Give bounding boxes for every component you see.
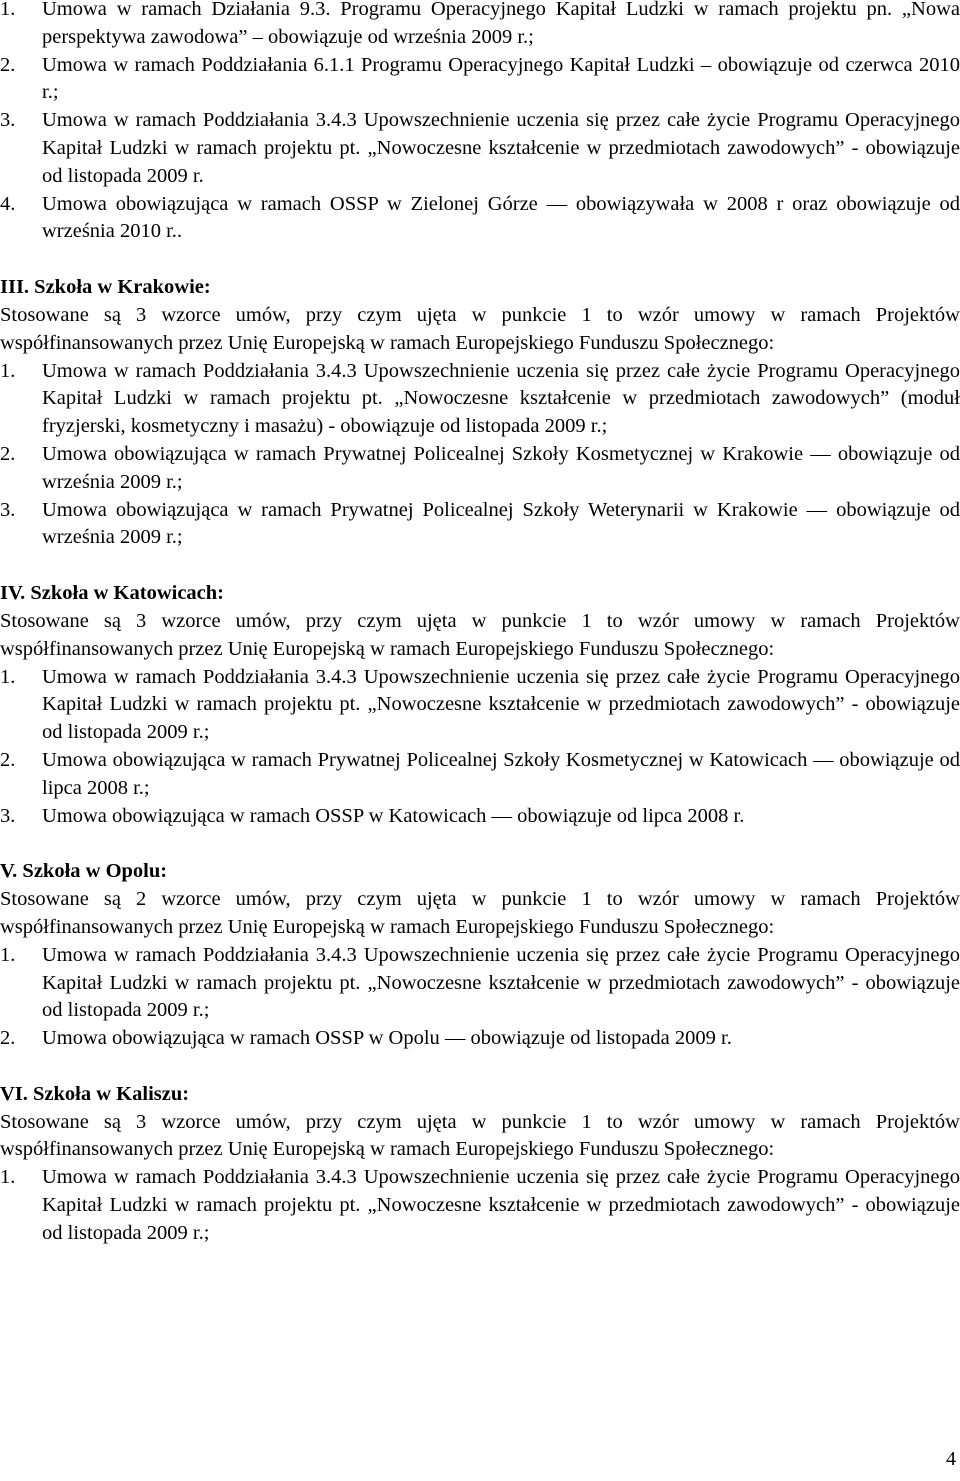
item-text: Umowa w ramach Poddziałania 3.4.3 Upowszechnienie uczenia się przez całe życie Programu Operacyjnego Kapitał Ludzki w ramach projektu pt. „Nowoczesne kształcenie w przedmiotach zawodowych” - obowiązuje od listopada 2009 r.; — [42, 1166, 960, 1244]
list-item — [0, 191, 960, 247]
list-item — [0, 664, 960, 747]
item-number: 1. — [0, 665, 16, 688]
list-item — [0, 1025, 960, 1053]
item-number: 2. — [0, 1027, 16, 1050]
item-number: 3. — [0, 109, 16, 132]
list-item — [0, 441, 960, 497]
item-number: 4. — [0, 192, 16, 215]
list-item — [0, 747, 960, 803]
list-item — [0, 0, 960, 52]
section-list — [0, 942, 960, 1053]
item-text: Umowa obowiązująca w ramach Prywatnej Policealnej Szkoły Kosmetycznej w Katowicach — obowiązuje od lipca 2008 r.; — [42, 748, 960, 799]
item-number: 1. — [0, 359, 16, 382]
section-intro: Stosowane są 3 wzorce umów, przy czym ujęta w punkcie 1 to wzór umowy w ramach Projektów współfinansowanych przez Unię Europejską w ramach Europejskiego Funduszu Społecznego: — [0, 1110, 960, 1161]
item-text: Umowa obowiązująca w ramach OSSP w Opolu — obowiązuje od listopada 2009 r. — [42, 1027, 732, 1050]
item-text: Umowa obowiązująca w ramach OSSP w Zielonej Górze — obowiązywała w 2008 r oraz obowiązuje od września 2010 r.. — [42, 192, 960, 243]
item-number: 2. — [0, 53, 16, 76]
section-title: IV. Szkoła w Katowicach: — [0, 582, 224, 605]
item-text: Umowa obowiązująca w ramach OSSP w Katowicach — obowiązuje od lipca 2008 r. — [42, 804, 745, 827]
list-item — [0, 358, 960, 441]
item-number: 1. — [0, 0, 16, 20]
item-text: Umowa w ramach Poddziałania 3.4.3 Upowszechnienie uczenia się przez całe życie Programu Operacyjnego Kapitał Ludzki w ramach projektu pt. „Nowoczesne kształcenie w przedmiotach zawodowych” - obowiązuje od listopada 2009 r.; — [42, 943, 960, 1022]
list-item — [0, 803, 960, 831]
section-list — [0, 664, 960, 831]
list-item — [0, 497, 960, 553]
item-number: 2. — [0, 442, 16, 465]
item-text: Umowa w ramach Działania 9.3. Programu Operacyjnego Kapitał Ludzki w ramach projektu pn. „Nowa perspektywa zawodowa” – obowiązuje od września 2009 r.; — [42, 0, 960, 48]
section-list — [0, 1164, 960, 1247]
item-text: Umowa obowiązująca w ramach Prywatnej Policealnej Szkoły Weterynarii w Krakowie — obowiązuje od września 2009 r.; — [42, 498, 960, 549]
page-number: 4 — [946, 1448, 956, 1470]
item-text: Umowa w ramach Poddziałania 6.1.1 Programu Operacyjnego Kapitał Ludzki – obowiązuje od czerwca 2010 r.; — [42, 53, 960, 104]
item-number: 1. — [0, 1166, 16, 1189]
section-intro: Stosowane są 3 wzorce umów, przy czym ujęta w punkcie 1 to wzór umowy w ramach Projektów współfinansowanych przez Unię Europejską w ramach Europejskiego Funduszu Społecznego: — [0, 609, 960, 660]
section-opole — [0, 858, 960, 1053]
section-intro: Stosowane są 2 wzorce umów, przy czym ujęta w punkcie 1 to wzór umowy w ramach Projektów współfinansowanych przez Unię Europejską w ramach Europejskiego Funduszu Społecznego: — [0, 888, 960, 938]
list-item — [0, 1164, 960, 1247]
item-number: 3. — [0, 498, 16, 521]
list-item — [0, 107, 960, 190]
item-text: Umowa w ramach Poddziałania 3.4.3 Upowszechnienie uczenia się przez całe życie Programu Operacyjnego Kapitał Ludzki w ramach projektu pt. „Nowoczesne kształcenie w przedmiotach zawodowych” (moduł fryzjerski, kosmetyczny i masażu) - obowiązuje od listopada 2009 r.; — [42, 359, 960, 438]
list-item — [0, 942, 960, 1025]
section-krakow — [0, 274, 960, 552]
item-number: 1. — [0, 943, 16, 966]
item-number: 3. — [0, 804, 16, 827]
item-text: Umowa w ramach Poddziałania 3.4.3 Upowszechnienie uczenia się przez całe życie Programu Operacyjnego Kapitał Ludzki w ramach projektu pt. „Nowoczesne kształcenie w przedmiotach zawodowych” - obowiązuje od listopada 2009 r.; — [42, 665, 960, 744]
section-title: V. Szkoła w Opolu: — [0, 860, 168, 883]
item-number: 2. — [0, 748, 16, 771]
section-title: VI. Szkoła w Kaliszu: — [0, 1082, 190, 1105]
section-kalisz — [0, 1081, 960, 1248]
list-item — [0, 52, 960, 108]
section-intro: Stosowane są 3 wzorce umów, przy czym ujęta w punkcie 1 to wzór umowy w ramach Projektów współfinansowanych przez Unię Europejską w ramach Europejskiego Funduszu Społecznego: — [0, 303, 960, 354]
item-text: Umowa w ramach Poddziałania 3.4.3 Upowszechnienie uczenia się przez całe życie Programu Operacyjnego Kapitał Ludzki w ramach projektu pt. „Nowoczesne kształcenie w przedmiotach zawodowych” - obowiązuje od listopada 2009 r. — [42, 109, 960, 187]
section-title: III. Szkoła w Krakowie: — [0, 276, 211, 299]
section-list — [0, 358, 960, 553]
item-text: Umowa obowiązująca w ramach Prywatnej Policealnej Szkoły Kosmetycznej w Krakowie — obowiązuje od września 2009 r.; — [42, 442, 960, 493]
top-list — [0, 0, 960, 246]
section-katowice — [0, 580, 960, 830]
